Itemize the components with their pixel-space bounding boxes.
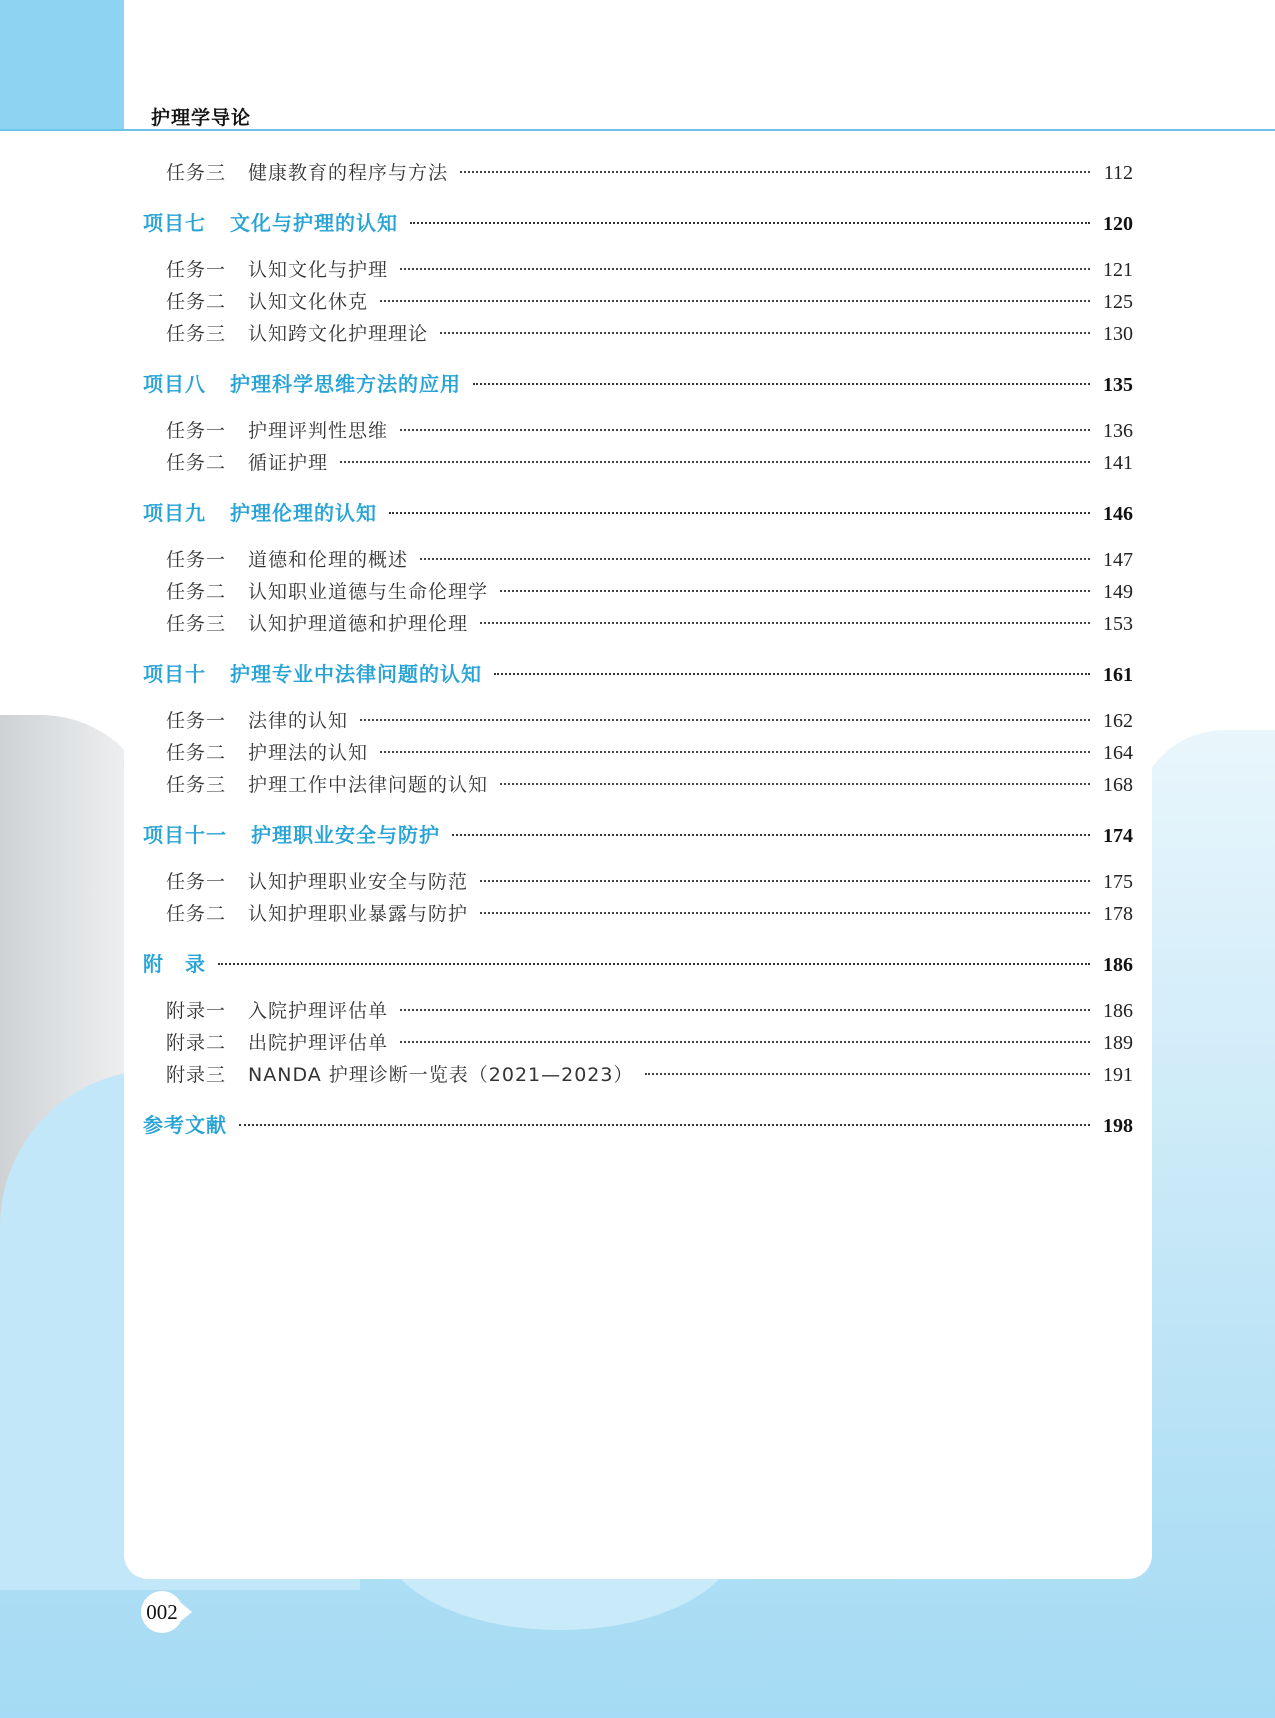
toc-entry-number: 任务一 [166,710,227,732]
toc-entry-title: 循证护理 [248,452,329,474]
toc-entry-number: 项目十 [143,662,206,686]
toc-entry-number: 任务一 [166,420,227,442]
toc-entry-number: 任务二 [166,903,227,925]
dot-leader [480,912,1090,914]
toc-entry-label [143,1109,227,1138]
toc-entry-label [166,448,328,475]
toc-project-entry[interactable] [143,948,1133,982]
toc-task-entry[interactable] [166,545,1133,577]
toc-entry-title: 认知跨文化护理理论 [248,323,429,345]
toc-entry-number: 项目十一 [143,823,227,847]
dot-leader [389,512,1090,514]
toc-entry-label [166,255,388,282]
toc-page-number: 146 [1103,503,1133,525]
toc-project-entry[interactable] [143,207,1133,241]
toc-entry-number: 任务一 [166,871,227,893]
toc-page-number: 175 [1103,871,1133,893]
toc-entry-title: 护理工作中法律问题的认知 [248,774,489,796]
toc-entry-title: 认知护理道德和护理伦理 [248,613,469,635]
toc-entry-title: 护理专业中法律问题的认知 [230,662,482,686]
toc-task-entry[interactable] [166,416,1133,448]
toc-entry-title: 认知职业道德与生命伦理学 [248,581,489,603]
toc-task-entry[interactable] [166,770,1133,802]
toc-entry-label [166,1060,633,1087]
toc-task-entry[interactable] [166,448,1133,480]
toc-entry-number: 任务三 [166,774,227,796]
toc-page-number: 161 [1103,664,1133,686]
toc-entry-label [143,497,377,526]
dot-leader [494,673,1090,675]
toc-entry-title: 道德和伦理的概述 [248,549,409,571]
toc-entry-number: 任务二 [166,291,227,313]
toc-page-number: 178 [1103,903,1133,925]
toc-task-entry[interactable] [166,319,1133,351]
toc-entry-title: 出院护理评估单 [248,1032,389,1054]
toc-page-number: 149 [1103,581,1133,603]
toc-entry-number: 项目七 [143,211,206,235]
toc-task-entry[interactable] [166,287,1133,319]
toc-entry-label [143,948,206,977]
toc-task-entry[interactable] [166,706,1133,738]
toc-page-number: 135 [1103,374,1133,396]
toc-entry-label [166,287,368,314]
toc-entry-label [166,867,468,894]
toc-entry-number: 参考文献 [143,1113,227,1137]
toc-page-number: 120 [1103,213,1133,235]
dot-leader [218,963,1090,965]
toc-task-entry[interactable] [166,738,1133,770]
toc-entry-label [166,1028,388,1055]
toc-project-entry[interactable] [143,497,1133,531]
toc-page-number: 153 [1103,613,1133,635]
toc-project-entry[interactable] [143,819,1133,853]
toc-entry-label [143,819,440,848]
dot-leader [460,171,1090,173]
toc-project-entry[interactable] [143,1109,1133,1143]
page-badge-pointer [180,1602,192,1622]
dot-leader [645,1073,1090,1075]
toc-entry-title: 认知文化休克 [248,291,369,313]
toc-page-number: 186 [1103,954,1133,976]
toc-page-number: 168 [1103,774,1133,796]
toc-task-entry[interactable] [166,1060,1133,1092]
background-right-shape [1135,730,1275,1630]
toc-task-entry[interactable] [166,867,1133,899]
toc-task-entry[interactable] [166,577,1133,609]
toc-entry-label [166,577,488,604]
toc-entry-number: 附 录 [143,952,206,976]
dot-leader [400,268,1090,270]
toc-entry-title: 护理法的认知 [248,742,369,764]
toc-page-number: 125 [1103,291,1133,313]
toc-entry-label [143,207,398,236]
toc-project-entry[interactable] [143,368,1133,402]
toc-task-entry[interactable] [166,609,1133,641]
toc-entry-title: 健康教育的程序与方法 [248,162,449,184]
dot-leader [400,1041,1090,1043]
dot-leader [239,1124,1090,1126]
toc-entry-number: 项目九 [143,501,206,525]
toc-entry-label [166,738,368,765]
dot-leader [480,880,1090,882]
toc-page-number: 189 [1103,1032,1133,1054]
toc-entry-title: 法律的认知 [248,710,349,732]
toc-entry-number: 任务二 [166,581,227,603]
toc-entry-label [166,319,428,346]
toc-task-entry[interactable] [166,1028,1133,1060]
toc-entry-title: 认知护理职业暴露与防护 [248,903,469,925]
toc-page-number: 174 [1103,825,1133,847]
toc-entry-number: 任务三 [166,323,227,345]
toc-task-entry[interactable] [166,996,1133,1028]
toc-entry-number: 附录三 [166,1064,227,1086]
toc-entry-label [166,770,488,797]
header-color-tab [0,0,124,129]
toc-entry-title: 认知文化与护理 [248,259,389,281]
toc-page-number: 198 [1103,1115,1133,1137]
page-number-badge [141,1591,183,1633]
toc-entry-label [166,706,348,733]
toc-entry-number: 任务一 [166,549,227,571]
dot-leader [473,383,1090,385]
toc-entry-label [166,609,468,636]
dot-leader [480,622,1090,624]
dot-leader [440,332,1090,334]
dot-leader [400,429,1090,431]
dot-leader [340,461,1090,463]
toc-entry-title: 护理评判性思维 [248,420,389,442]
toc-entry-label [166,416,388,443]
dot-leader [380,751,1090,753]
toc-page-number: 136 [1103,420,1133,442]
toc-task-entry[interactable] [166,158,1133,190]
toc-entry-number: 任务三 [166,162,227,184]
toc-entry-title: 入院护理评估单 [248,1000,389,1022]
toc-page-number: 186 [1103,1000,1133,1022]
toc-entry-title: NANDA 护理诊断一览表（2021—2023） [248,1064,634,1086]
toc-entry-label [166,545,408,572]
toc-entry-label [166,899,468,926]
page-number: 002 [146,1599,178,1624]
toc-entry-title: 认知护理职业安全与防范 [248,871,469,893]
toc-page-number: 162 [1103,710,1133,732]
toc-page-number: 130 [1103,323,1133,345]
toc-page-number: 147 [1103,549,1133,571]
toc-entry-number: 附录一 [166,1000,227,1022]
toc-entry-label [143,368,461,397]
dot-leader [360,719,1090,721]
toc-entry-label [166,158,448,185]
dot-leader [452,834,1090,836]
book-title: 护理学导论 [151,107,252,129]
toc-entry-number: 任务三 [166,613,227,635]
toc-page-number: 191 [1103,1064,1133,1086]
dot-leader [500,590,1090,592]
toc-entry-number: 任务二 [166,742,227,764]
dot-leader [420,558,1090,560]
toc-entry-number: 项目八 [143,372,206,396]
toc-entry-title: 护理职业安全与防护 [251,823,440,847]
dot-leader [400,1009,1090,1011]
dot-leader [380,300,1090,302]
toc-entry-title: 护理伦理的认知 [230,501,377,525]
toc-entry-number: 附录二 [166,1032,227,1054]
toc-page-number: 164 [1103,742,1133,764]
toc-entry-label [166,996,388,1023]
dot-leader [410,222,1090,224]
toc-task-entry[interactable] [166,255,1133,287]
dot-leader [500,783,1090,785]
toc-entry-label [143,658,482,687]
toc-entry-number: 任务二 [166,452,227,474]
toc-task-entry[interactable] [166,899,1133,931]
toc-page-number: 121 [1103,259,1133,281]
toc-project-entry[interactable] [143,658,1133,692]
toc-entry-number: 任务一 [166,259,227,281]
toc-entry-title: 护理科学思维方法的应用 [230,372,461,396]
toc-page-number: 141 [1103,452,1133,474]
toc-page-number: 112 [1103,162,1133,184]
toc-entry-title: 文化与护理的认知 [230,211,398,235]
